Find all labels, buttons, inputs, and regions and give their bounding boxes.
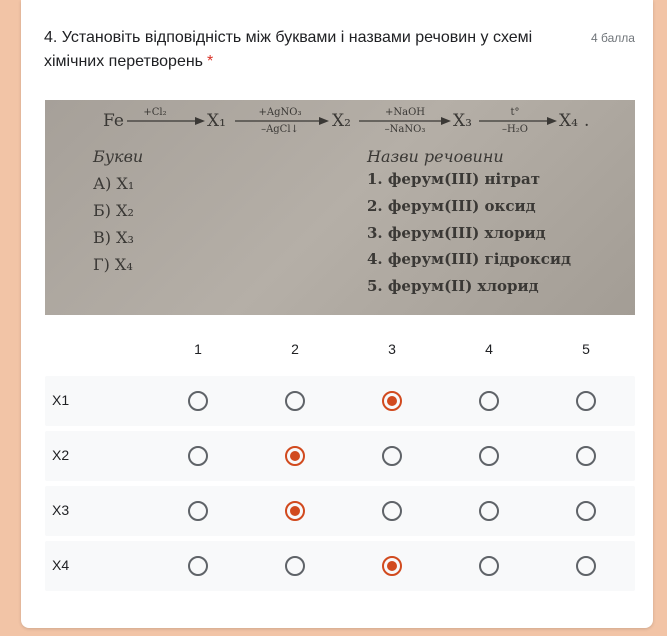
- letter-v: В) X₃: [93, 228, 134, 247]
- radio-x4-3[interactable]: [382, 556, 402, 576]
- row-label: X3: [52, 502, 70, 518]
- letter-b: Б) X₂: [93, 201, 134, 220]
- scheme-step4-product: X₄: [559, 111, 578, 131]
- choice-grid: [45, 320, 635, 596]
- scheme-step3-product: X₃: [453, 111, 472, 131]
- radio-x3-3[interactable]: [382, 501, 402, 521]
- radio-x2-4[interactable]: [479, 446, 499, 466]
- radio-x2-1[interactable]: [188, 446, 208, 466]
- required-star: *: [207, 53, 214, 70]
- grid-row-x4: [45, 541, 635, 591]
- scheme-start: Fe: [103, 111, 124, 131]
- column-label-5: 5: [582, 341, 590, 357]
- question-title: [44, 26, 564, 74]
- scheme-step2-above: +AgNO₃: [258, 107, 302, 118]
- substance-2: 2. ферум(III) оксид: [367, 197, 536, 215]
- substance-5: 5. ферум(II) хлорид: [367, 277, 539, 295]
- radio-x3-4[interactable]: [479, 501, 499, 521]
- scheme-step3-below: –NaNO₃: [384, 124, 426, 135]
- grid-row-x2: [45, 431, 635, 481]
- grid-row-x3: [45, 486, 635, 536]
- substance-1: 1. ферум(III) нітрат: [367, 170, 541, 188]
- points-label: 4 балла: [591, 31, 635, 45]
- radio-x4-2[interactable]: [285, 556, 305, 576]
- scheme-step2-below: –AgCl↓: [261, 124, 299, 135]
- question-card: [21, 0, 653, 628]
- scheme-step4-above: t°: [510, 107, 520, 118]
- radio-x3-1[interactable]: [188, 501, 208, 521]
- scheme-step4-below: –H₂O: [502, 124, 528, 135]
- substance-3: 3. ферум(III) хлорид: [367, 224, 546, 242]
- grid-row-x1: [45, 376, 635, 426]
- scheme-step1-above: +Cl₂: [143, 107, 167, 118]
- radio-x1-5[interactable]: [576, 391, 596, 411]
- letter-g: Г) X₄: [93, 255, 133, 274]
- names-heading: Назви речовини: [367, 147, 504, 166]
- radio-x1-3[interactable]: [382, 391, 402, 411]
- radio-x1-2[interactable]: [285, 391, 305, 411]
- column-label-3: 3: [388, 341, 396, 357]
- radio-x4-1[interactable]: [188, 556, 208, 576]
- radio-x1-1[interactable]: [188, 391, 208, 411]
- letters-heading: Букви: [93, 147, 144, 166]
- column-label-2: 2: [291, 341, 299, 357]
- substance-4: 4. ферум(III) гідроксид: [367, 250, 572, 268]
- radio-x2-2[interactable]: [285, 446, 305, 466]
- radio-x2-5[interactable]: [576, 446, 596, 466]
- scheme-step1-product: X₁: [207, 111, 226, 131]
- radio-x4-5[interactable]: [576, 556, 596, 576]
- scheme-step3-above: +NaOH: [384, 107, 426, 118]
- radio-x3-2[interactable]: [285, 501, 305, 521]
- scheme-end: .: [584, 111, 590, 131]
- column-label-4: 4: [485, 341, 493, 357]
- radio-x2-3[interactable]: [382, 446, 402, 466]
- question-text: 4. Установіть відповідність між буквами і назвами речовин у схемі хімічних перетворень: [44, 29, 533, 70]
- row-label: X1: [52, 392, 70, 408]
- column-label-1: 1: [194, 341, 202, 357]
- radio-x1-4[interactable]: [479, 391, 499, 411]
- scheme-step2-product: X₂: [332, 111, 351, 131]
- row-label: X2: [52, 447, 70, 463]
- question-image: [45, 100, 635, 315]
- grid-header: [45, 320, 635, 376]
- letter-a: А) X₁: [93, 174, 135, 193]
- radio-x3-5[interactable]: [576, 501, 596, 521]
- radio-x4-4[interactable]: [479, 556, 499, 576]
- row-label: X4: [52, 557, 70, 573]
